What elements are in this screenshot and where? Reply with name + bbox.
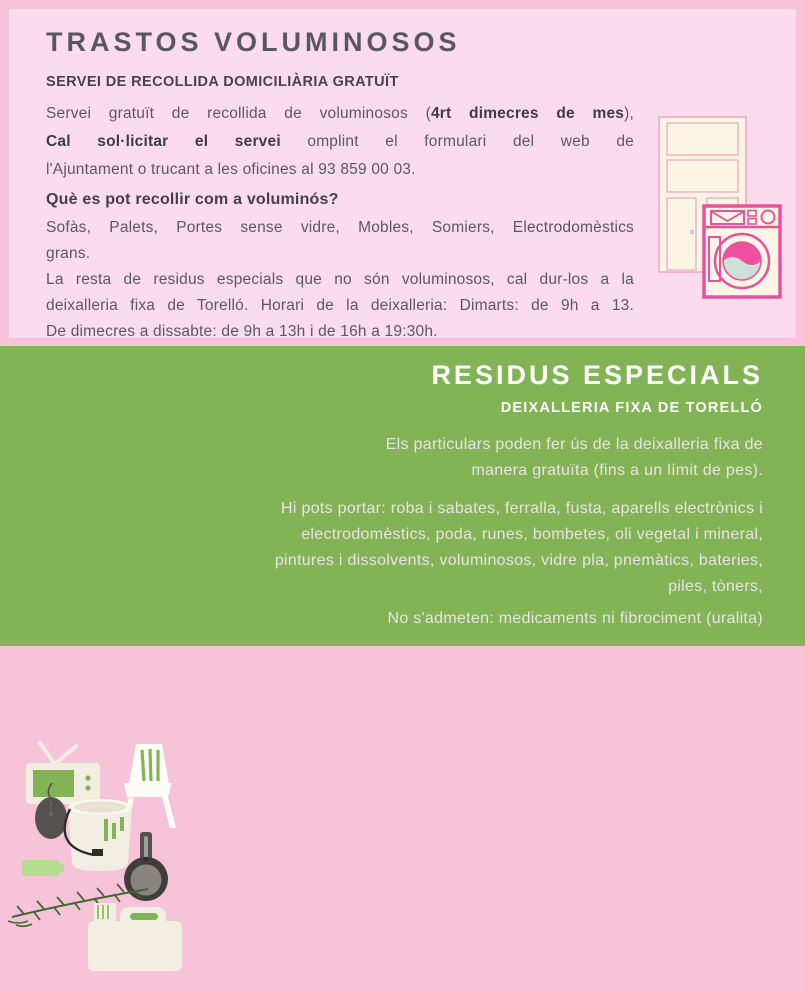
note-line-2: deixalleria fixa de Torelló. Horari de la deixalleria: Dimarts: de 9h a 13. <box>46 297 634 314</box>
intro-line-3: l'Ajuntament o trucant a les oficines al 93 859 00 03. <box>46 161 416 178</box>
section-title-residus: RESIDUS ESPECIALS <box>431 360 763 390</box>
bulky-waste-text-block <box>46 27 634 345</box>
intro-line1-close: ), <box>624 105 634 122</box>
info-line-2: manera gratuïta (fins a un límit de pes). <box>471 462 763 479</box>
note-paragraph <box>46 267 634 345</box>
items-line-2: grans. <box>46 245 91 262</box>
note-line-1: La resta de residus especials que no són voluminosos, cal dur-los a la <box>46 271 634 288</box>
intro-line-1 <box>46 100 634 128</box>
note-line-3: De dimecres a dissabte: de 9h a 13h i de 16h a 19:30h. <box>46 323 438 340</box>
intro-line2-bold: Cal sol·licitar el servei <box>46 133 281 150</box>
info-line-1: Els particulars poden fer ús de la deixalleria fixa de <box>385 436 763 453</box>
allowed-line-1: Hi pots portar: roba i sabates, ferralla, fusta, aparells electrònics i <box>281 500 763 517</box>
section-subtitle-servei: SERVEI DE RECOLLIDA DOMICILIÀRIA GRATUÏT <box>46 74 399 90</box>
section-title-trastos: TRASTOS VOLUMINOSOS <box>46 27 461 57</box>
special-waste-section <box>0 346 805 646</box>
deixalleria-info-paragraph <box>163 432 763 484</box>
waste-items-illustration <box>0 731 340 992</box>
intro-line1-bold: 4rt dimecres de mes <box>430 105 625 122</box>
section-subtitle-deixalleria: DEIXALLERIA FIXA DE TORELLÓ <box>500 400 763 416</box>
items-paragraph <box>46 215 634 267</box>
special-waste-text-block <box>163 359 763 632</box>
bulky-waste-section <box>9 9 796 338</box>
intro-paragraph <box>46 100 634 184</box>
tv-icon <box>26 743 100 804</box>
intro-line1-text: Servei gratuït de recollida de voluminosos ( <box>46 105 431 122</box>
allowed-line-3: pintures i dissolvents, voluminosos, vidre pla, pnemàtics, bateries, <box>274 552 763 569</box>
furniture-illustration <box>649 104 805 309</box>
not-admitted-paragraph: No s'admeten: medicaments ni fibrociment (uralita) <box>387 610 763 627</box>
jerry-can-icon <box>88 903 182 971</box>
paint-bucket-icon <box>65 799 132 871</box>
frying-pan-icon <box>124 832 168 901</box>
washing-machine-icon <box>704 206 780 297</box>
allowed-line-4: piles, tòners, <box>668 578 763 595</box>
allowed-items-paragraph <box>163 496 763 600</box>
intro-line2-text: omplint el formulari del web de <box>280 133 634 150</box>
intro-line-2 <box>46 128 634 156</box>
question-heading: Què es pot recollir com a voluminós? <box>46 191 339 208</box>
battery-icon <box>22 860 64 876</box>
items-line-1: Sofàs, Palets, Portes sense vidre, Mobles, Somiers, Electrodomèstics <box>46 219 634 236</box>
allowed-line-2: electrodomèstics, poda, runes, bombetes, oli vegetal i mineral, <box>301 526 763 543</box>
